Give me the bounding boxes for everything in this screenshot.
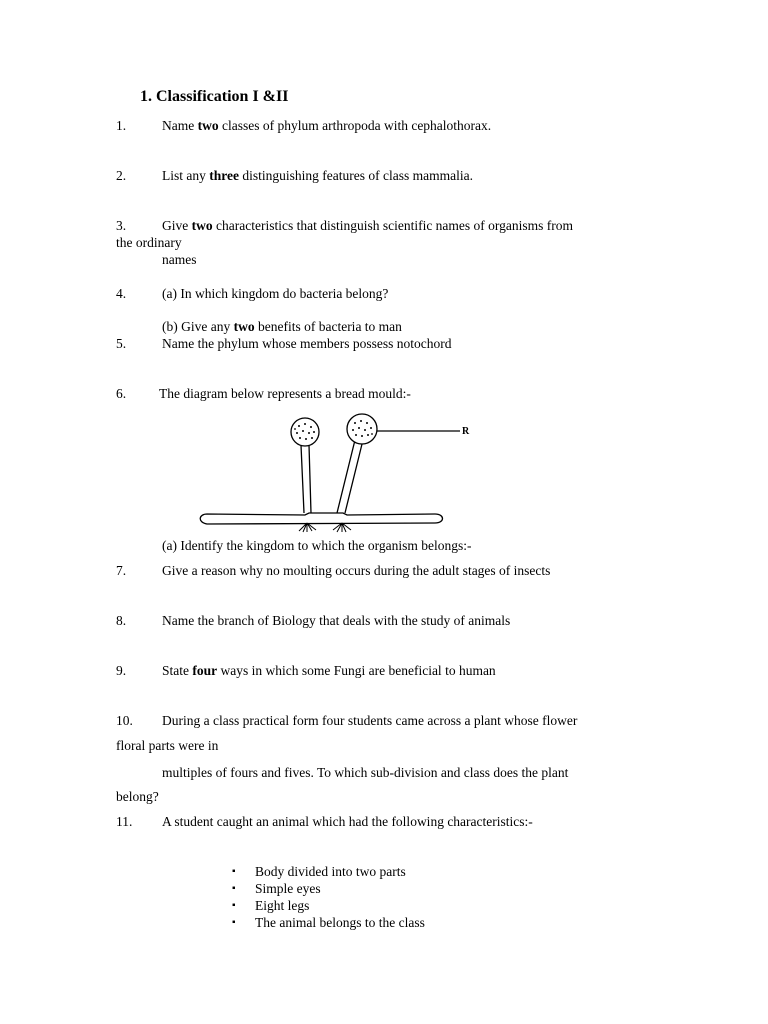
question-text: Name the branch of Biology that deals with the study of animals <box>162 613 511 628</box>
question-text: Give two characteristics that distinguish scientific names of organisms from <box>162 218 574 233</box>
question-text-line-3: names <box>162 252 197 267</box>
sporangiophore-left <box>301 445 311 513</box>
question-text: A student caught an animal which had the following characteristics:- <box>162 814 533 829</box>
bullet-icon: ▪ <box>232 866 236 877</box>
question-text-line-2: floral parts were in <box>116 738 219 753</box>
question-number: 5. <box>116 336 127 351</box>
sporangiophore-right <box>337 440 363 513</box>
question-number: 4. <box>116 286 127 301</box>
question-text: Name two classes of phylum arthropoda with cephalothorax. <box>162 118 492 133</box>
question-text: Give a reason why no moulting occurs during the adult stages of insects <box>162 563 551 578</box>
question-number: 6. <box>116 386 127 401</box>
question-text: State four ways in which some Fungi are beneficial to human <box>162 663 496 678</box>
question-part-a: (a) In which kingdom do bacteria belong? <box>162 286 389 301</box>
question-part-b: (b) Give any two benefits of bacteria to man <box>162 319 402 334</box>
question-text: Name the phylum whose members possess notochord <box>162 336 452 351</box>
question-number: 7. <box>116 563 127 578</box>
list-item: Eight legs <box>255 898 310 913</box>
question-number: 3. <box>116 218 127 233</box>
list-item: Simple eyes <box>255 881 321 896</box>
question-part-a: (a) Identify the kingdom to which the organism belongs:- <box>162 538 472 553</box>
bullet-icon: ▪ <box>232 900 236 911</box>
question-text-line-3: multiples of fours and fives. To which sub-division and class does the plant <box>162 765 569 780</box>
question-text: List any three distinguishing features of class mammalia. <box>162 168 473 183</box>
question-number: 9. <box>116 663 127 678</box>
stolon <box>200 513 442 524</box>
question-number: 10. <box>116 713 133 728</box>
list-item: The animal belongs to the class <box>255 915 425 930</box>
question-number: 8. <box>116 613 127 628</box>
question-number: 1. <box>116 118 127 133</box>
question-text-line-2: the ordinary <box>116 235 182 250</box>
page-title: 1. Classification I &II <box>140 88 289 105</box>
label-r: R <box>462 426 470 437</box>
question-number: 11. <box>116 814 133 829</box>
list-item: Body divided into two parts <box>255 864 406 879</box>
question-text: The diagram below represents a bread mould:- <box>159 386 411 401</box>
bullet-icon: ▪ <box>232 883 236 894</box>
question-text-line-4: belong? <box>116 789 159 804</box>
sporangium-right <box>347 414 377 444</box>
bullet-icon: ▪ <box>232 917 236 928</box>
question-text: During a class practical form four students came across a plant whose flower <box>162 713 578 728</box>
rhizoids <box>299 523 351 532</box>
question-number: 2. <box>116 168 127 183</box>
bread-mould-diagram <box>195 410 480 535</box>
